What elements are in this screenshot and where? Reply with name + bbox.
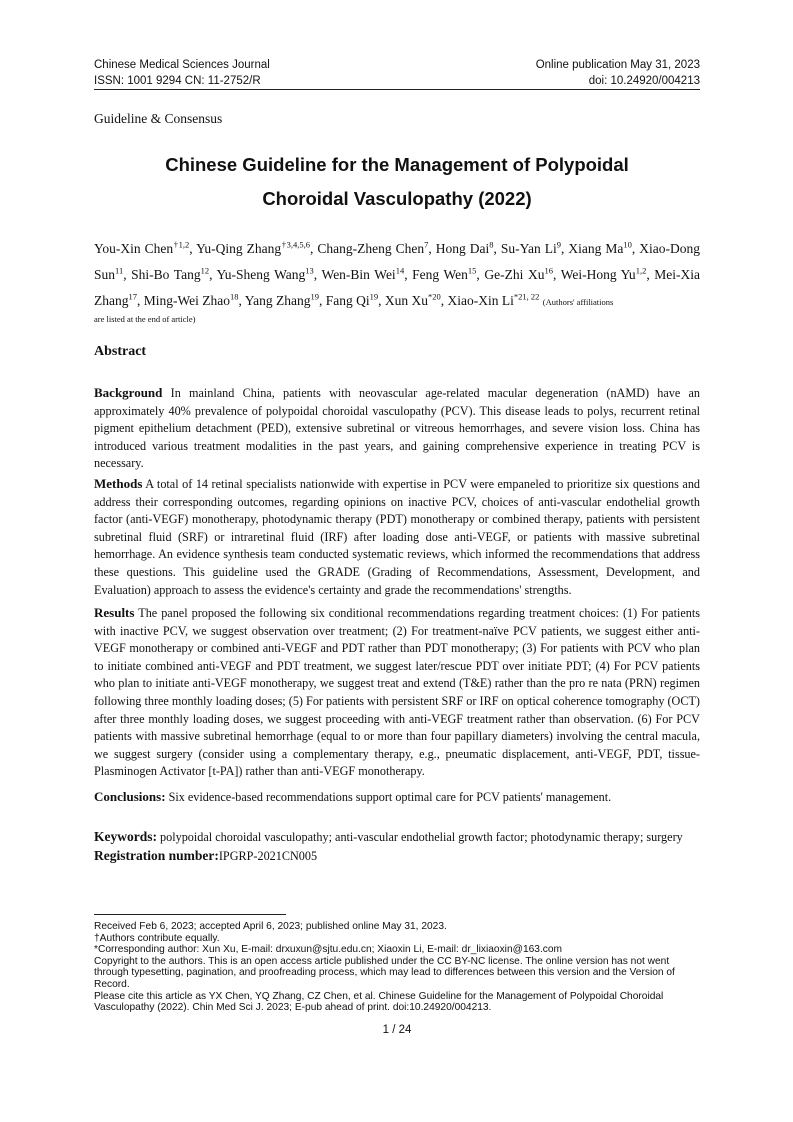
author-name: Xun Xu	[384, 293, 429, 308]
author-affiliation-marker: 15	[467, 265, 477, 276]
article-type: Guideline & Consensus	[94, 111, 223, 126]
author-name: Feng Wen	[412, 267, 468, 282]
title-line-2: Choroidal Vasculopathy (2022)	[262, 188, 532, 209]
abstract-background	[94, 384, 700, 473]
abstract-methods	[94, 475, 700, 599]
page-number: 1 / 24	[382, 1024, 412, 1036]
footnote-received: Received Feb 6, 2023; accepted April 6, 2023; published online May 31, 2023.	[94, 921, 447, 932]
journal-name: Chinese Medical Sciences Journal	[94, 59, 270, 71]
author-name: Yu-Sheng Wang	[216, 267, 306, 282]
abstract-results	[94, 604, 700, 781]
author-name: Su-Yan Li	[500, 241, 557, 256]
footnote-divider	[94, 914, 286, 915]
author-name: Wen-Bin Wei	[321, 267, 396, 282]
affiliations-note: (Authors' affiliations	[542, 297, 614, 307]
article-title	[94, 148, 700, 216]
background-text: In mainland China, patients with neovascular age-related macular degeneration (nAMD) have an approximately 40% prevalence of polypoidal choroidal vasculopathy (PCV). This disease leads to polys, recurrent retinal pigment epithelium detachment (PED), extensive subretinal or vitreous hemorrhages, and severe vision loss. China has introduced various treatment modalities in the past years, and gaining comprehensive experience in treating PCV is necessary.	[94, 386, 701, 471]
title-line-1: Chinese Guideline for the Management of Polypoidal	[165, 154, 629, 175]
author-affiliation-marker: †3,4,5,6	[281, 239, 311, 250]
author-affiliation-marker: 7	[424, 239, 429, 250]
doi: doi: 10.24920/004213	[588, 75, 700, 87]
results-label: Results	[94, 605, 135, 620]
author-name: Xiang Ma	[568, 241, 624, 256]
methods-text: A total of 14 retinal specialists nationwide with expertise in PCV were empaneled to prioritize six questions and address their corresponding outcomes, regarding opinions on inactive PCV, choices of anti-vascular endothelial growth factor (anti-VEGF) monotherapy, photodynamic therapy (PDT) monotherapy or combined therapy, patients with persistent subretinal fluid (SRF) or intraretinal fluid (IRF) after loading dose anti-VEGF, or patients with massive subretinal hemorrhage. An evidence synthesis team conducted systematic reviews, which informed the recommendations that address these questions. This guideline used the GRADE (Grading of Recommendations, Assessment, Development, and Evaluation) approach to assess the evidence's certainty and grade the recommendations' strengths.	[94, 477, 701, 597]
author-name: Wei-Hong Yu	[560, 267, 636, 282]
author-name: Xiao-Xin Li	[447, 293, 514, 308]
author-affiliation-marker: *21, 22	[513, 291, 540, 302]
author-affiliation-marker: 9	[556, 239, 562, 250]
author-name: Fang Qi	[325, 293, 370, 308]
keywords	[94, 828, 700, 846]
author-name: Ge-Zhi Xu	[484, 267, 545, 282]
author-name: You-Xin Chen	[94, 241, 174, 256]
conclusions-label: Conclusions:	[94, 789, 166, 804]
author-affiliation-marker: 12	[200, 265, 210, 276]
issn: ISSN: 1001 9294 CN: 11-2752/R	[94, 75, 261, 87]
registration-text: IPGRP-2021CN005	[218, 849, 318, 863]
publication-date: Online publication May 31, 2023	[535, 59, 700, 71]
author-name: Yu-Qing Zhang	[196, 241, 282, 256]
header-divider	[94, 89, 700, 90]
keywords-label: Keywords:	[94, 829, 157, 844]
abstract-heading: Abstract	[94, 344, 147, 359]
conclusions-text: Six evidence-based recommendations support optimal care for PCV patients' management.	[168, 790, 612, 804]
background-label: Background	[94, 385, 163, 400]
footnote-citation: Please cite this article as YX Chen, YQ Zhang, CZ Chen, et al. Chinese Guideline for the Management of Polypoidal Choroidal Vasculopathy (2022). Chin Med Sci J. 2023; E-pub ahead of print. doi:10.24920/004213.	[94, 990, 664, 1014]
registration-label: Registration number:	[94, 848, 219, 863]
author-name: Chang-Zheng Chen	[317, 241, 425, 256]
keywords-text: polypoidal choroidal vasculopathy; anti-vascular endothelial growth factor; photodynamic therapy; surgery	[160, 830, 683, 844]
author-affiliation-marker: 13	[305, 265, 314, 276]
footnote-copyright: Copyright to the authors. This is an open access article published under the CC BY-NC license. The online version has not went through typesetting, pagination, and proofreading process, which may lead to differences between this version and the Version of Record.	[94, 955, 675, 990]
abstract-conclusions	[94, 788, 700, 807]
author-affiliation-marker: 18	[230, 291, 239, 302]
author-name: Xiao-Dong Sun	[94, 241, 701, 282]
author-affiliation-marker: 19	[310, 291, 320, 302]
author-affiliation-marker: 11	[115, 265, 124, 276]
author-name: Hong Dai	[435, 241, 490, 256]
author-affiliation-marker: *20	[428, 291, 441, 302]
author-name: Yang Zhang	[244, 293, 311, 308]
footnote-equal-contribution: †Authors contribute equally.	[94, 932, 220, 944]
author-affiliation-marker: 8	[489, 239, 494, 250]
author-affiliation-marker: 1,2	[635, 265, 647, 276]
author-affiliation-marker: 19	[369, 291, 379, 302]
author-affiliation-marker: 10	[623, 239, 632, 250]
author-affiliation-marker: 14	[395, 265, 405, 276]
author-affiliation-marker: †1,2	[173, 239, 190, 250]
author-list: You-Xin Chen$^{\dagger 1,2}$, Yu-Qing Zhang$^{\dagger 3,4,5,6}$, Chang-Zheng Chen$^7$, Hong Dai$^8$, Su-Yan Li$^9$, Xiang Ma$^{10}$, Xiao-Dong Sun$^{11}$, Shi-Bo Tang$^{12}$, Yu-Sheng Wang$^{13}$, Wen-Bin Wei$^{14}$, Feng Wen$^{15}$, Ge-Zhi Xu$^{16}$, Wei-Hong Yu$^{1,2}$, Mei-Xia Zhang$^{17}$, Ming-Wei Zhao$^{18}$, Yang Zhang$^{19}$, Fang Qi$^{19}$, Xun Xu$^{*20}$, Xiao-Xin Li$^{*21, 22}$ (Authors' affiliations are listed at the end of article)	[94, 239, 701, 324]
registration-number	[94, 847, 700, 865]
author-name: Shi-Bo Tang	[131, 267, 201, 282]
author-affiliation-marker: 17	[128, 291, 137, 302]
footnotes	[94, 921, 700, 1014]
author-name: Mei-Xia Zhang	[94, 267, 701, 308]
author-name: Ming-Wei Zhao	[143, 293, 231, 308]
affiliations-note-continued: are listed at the end of article)	[94, 314, 196, 324]
footnote-corresponding-author: *Corresponding author: Xun Xu, E-mail: drxuxun@sjtu.edu.cn; Xiaoxin Li, E-mail: dr_lixiaoxin@163.com	[94, 944, 563, 956]
methods-label: Methods	[94, 476, 143, 491]
results-text: The panel proposed the following six conditional recommendations regarding treatment choices: (1) For patients with inactive PCV, we suggest observation over treatment; (2) For treatment-naïve PCV patients, we suggest either anti-VEGF monotherapy or combined anti-VEGF and PDT rather than PDT monotherapy; (3) For patients with PCV who plan to initiate combined anti-VEGF and PDT treatment, we suggest later/rescue PDT over initiate PDT; (4) For PCV patients who plan to initiate anti-VEGF monotherapy, we suggest treat and extend (T&E) rather than the pro re nata (PRN) regimen following three monthly loading doses; (5) For patients with persistent SRF or IRF on optical coherence tomography (OCT) after three monthly loading doses, we suggest proceeding with anti-VEGF treatment rather than observation. (6) For PCV patients with massive subretinal hemorrhage (equal to or more than four papillary diameters) involving the central macula, we suggest surgery (consider using a complementary therapy, e.g., pneumatic displacement, anti-VEGF, PDT, tissue-Plasminogen Activator [t-PA]) rather than anti-VEGF monotherapy.	[94, 606, 700, 779]
author-affiliation-marker: 16	[544, 265, 553, 276]
